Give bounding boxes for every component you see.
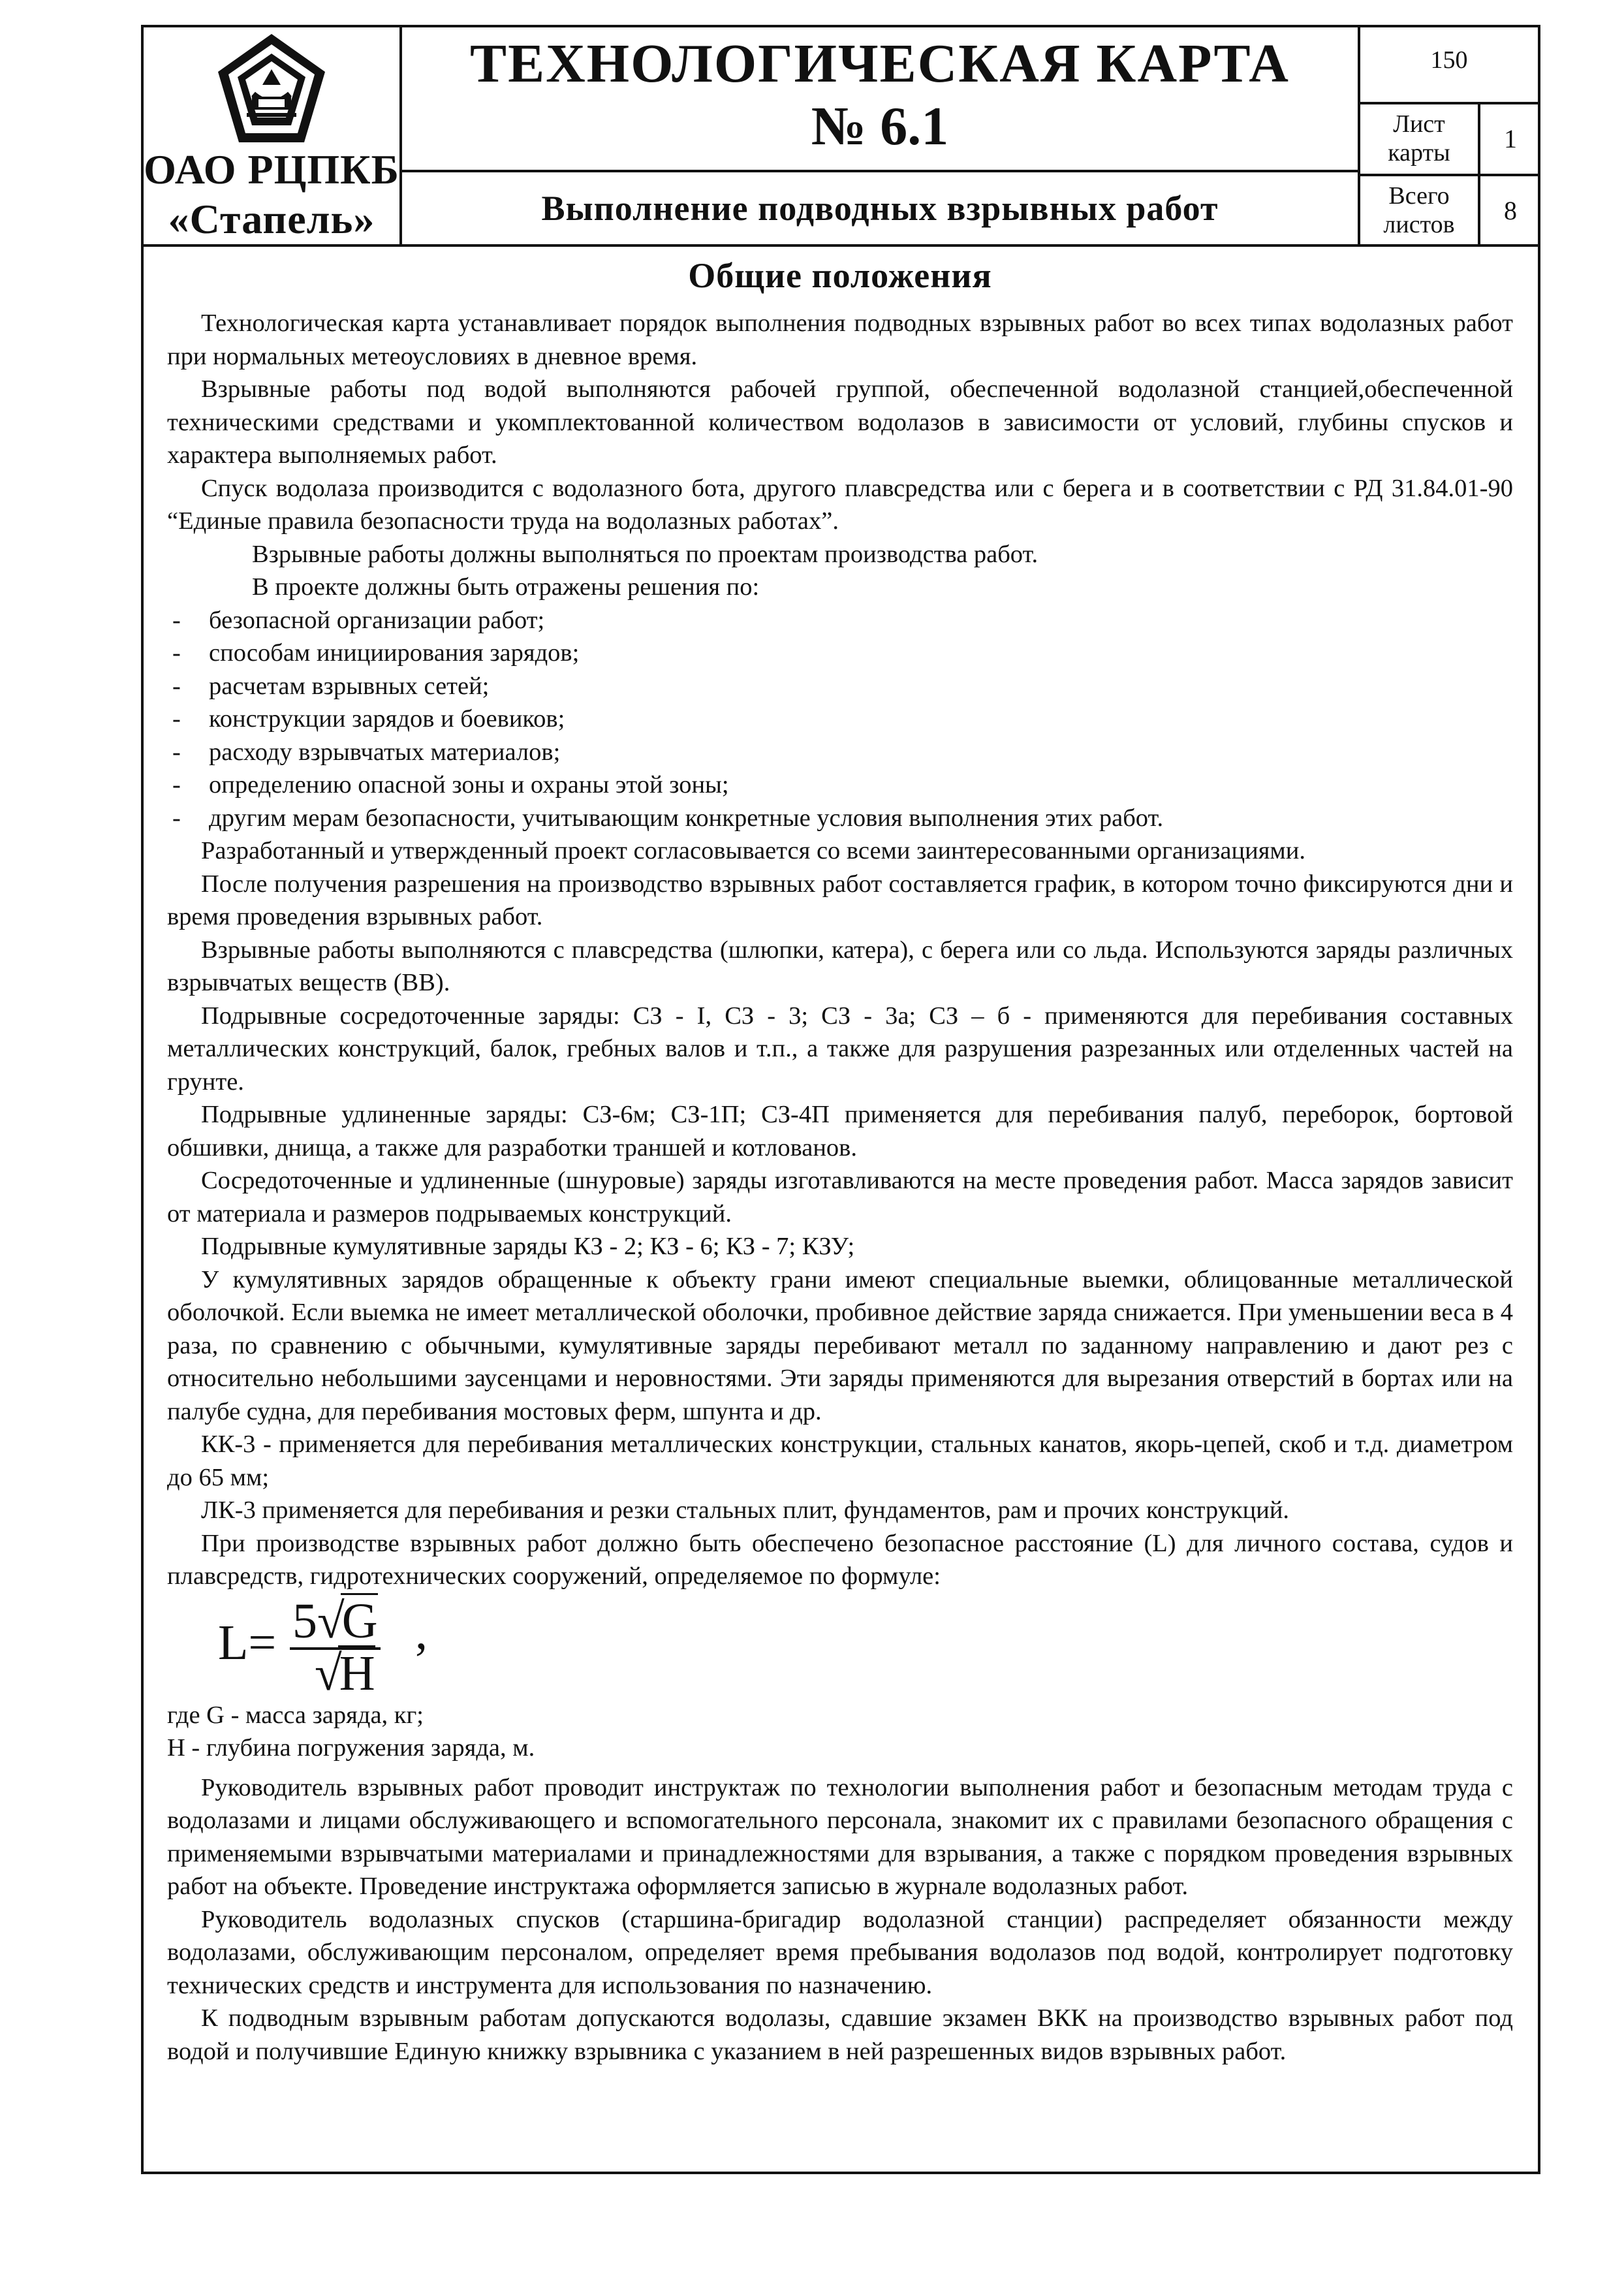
paragraph: ЛК-3 применяется для перебивания и резки стальных плит, фундаментов, рам и прочих конструкций.: [201, 1496, 1290, 1524]
card-subtitle: Выполнение подводных взрывных работ: [541, 189, 1219, 228]
org-name-line-1: ОАО РЦПКБ: [144, 146, 399, 193]
formula-legend-line: где G - масса заряда, кг;: [167, 1701, 424, 1729]
formula-denominator: [315, 1645, 375, 1700]
formula-comma: ,: [415, 1604, 428, 1660]
document-body: [167, 252, 1513, 2068]
paragraph: Подрывные сосредоточенные заряды: СЗ - I, СЗ - 3; СЗ - 3а; СЗ – б - применяются для перебивания составных металлических конструкций, балок, гребных валов и т.п., а также для разрушения разрезанных или отделенных частей на грунте.: [167, 1002, 1513, 1096]
card-number: № 6.1: [811, 96, 949, 157]
formula-lhs: L=: [218, 1615, 277, 1670]
company-logo-icon: [213, 31, 330, 146]
paragraph: Сосредоточенные и удлиненные (шнуровые) заряды изготавливаются на месте проведения работ. Масса зарядов зависит от материала и размеров подрываемых конструкций.: [167, 1167, 1513, 1227]
sheet-row: [1360, 104, 1538, 176]
requirements-list: [167, 604, 1513, 835]
formula-num-coef: 5: [292, 1593, 317, 1649]
paragraph: После получения разрешения на производство взрывных работ составляется график, в котором точно фиксируются дни и время проведения взрывных работ.: [167, 870, 1513, 930]
paragraph: Взрывные работы под водой выполняются рабочей группой, обеспеченной водолазной станцией,обеспеченной техническими средствами и укомплектованной количеством водолазов в зависимости от условий, глубины спусков и характера выполняемых работ.: [167, 375, 1513, 469]
list-item: - определению опасной зоны и охраны этой зоны;: [167, 768, 1513, 802]
title-cell: [402, 27, 1360, 244]
total-label-line-2: листов: [1383, 211, 1455, 238]
paragraph: При производстве взрывных работ должно быть обеспечено безопасное расстояние (L) для личного состава, судов и плавсредств, гидротехнических сооружений, определяемое по формуле:: [167, 1529, 1513, 1590]
org-name-line-2: «Стапель»: [168, 196, 375, 242]
formula-den-radicand: H: [339, 1645, 375, 1701]
paragraph: Спуск водолаза производится с водолазного бота, другого плавсредства или с берега и в соответствии с РД 31.84.01-90 “Единые правила безопасности труда на водолазных работах”.: [167, 474, 1513, 535]
logo-cell: [144, 27, 402, 244]
section-title: Общие положения: [688, 256, 992, 295]
document-frame: [141, 25, 1540, 2174]
list-item: - расходу взрывчатых материалов;: [167, 736, 1513, 769]
list-item: - способам инициирования зарядов;: [167, 637, 1513, 670]
organization-name: [144, 145, 399, 244]
sheet-label: [1360, 104, 1480, 174]
formula-num-radicand: G: [341, 1593, 378, 1649]
paragraph: К подводным взрывным работам допускаются водолазы, сдавшие экзамен ВКК на производство взрывных работ под водой и получившие Единую книжку взрывника с указанием в ней разрешенных видов взрывных работ.: [167, 2004, 1513, 2065]
paragraph: Взрывные работы выполняются с плавсредства (шлюпки, катера), с берега или со льда. Используются заряды различных взрывчатых веществ (ВВ).: [167, 936, 1513, 996]
paragraph: У кумулятивных зарядов обращенные к объекту грани имеют специальные выемки, облицованные металлической оболочкой. Если выемка не имеет металлической оболочки, пробивное действие заряда снижается. При уменьшении веса в 4 раза, по сравнению с обычными, кумулятивные заряды перебивают металл по заданному направлению и дают рез с относительно небольшими заусенцами и неровностями. Эти заряды применяются для вырезания отверстий в бортах или на палубе судна, для перебивания мостовых ферм, шпунта и др.: [167, 1265, 1513, 1425]
list-item: - другим мерам безопасности, учитывающим конкретные условия выполнения этих работ.: [167, 802, 1513, 835]
distance-formula: [167, 1593, 1513, 1701]
paragraph: В проекте должны быть отражены решения по:: [252, 573, 760, 601]
paragraph: Разработанный и утвержденный проект согласовывается со всеми заинтересованными организациями.: [201, 837, 1305, 864]
list-item: - безопасной организации работ;: [167, 604, 1513, 637]
list-item: - расчетам взрывных сетей;: [167, 670, 1513, 703]
sheet-info: [1360, 27, 1538, 244]
formula-numerator: [290, 1593, 381, 1650]
formula-legend-line: Н - глубина погружения заряда, м.: [167, 1734, 535, 1762]
total-sheets-value: 8: [1504, 196, 1517, 225]
sheet-label-line-1: Лист: [1393, 110, 1445, 138]
paragraph: Технологическая карта устанавливает порядок выполнения подводных взрывных работ во всех типах водолазных работ при нормальных метеоусловиях в дневное время.: [167, 309, 1513, 370]
radical-sign: √: [317, 1593, 345, 1649]
card-title: [402, 27, 1358, 172]
page-number: 150: [1360, 27, 1538, 104]
sheet-label-line-2: карты: [1388, 139, 1450, 166]
title-block: [144, 27, 1538, 247]
paragraph: Подрывные кумулятивные заряды КЗ - 2; КЗ - 6; КЗ - 7; КЗУ;: [201, 1233, 855, 1260]
paragraph: Подрывные удлиненные заряды: СЗ-6м; СЗ-1П; СЗ-4П применяется для перебивания палуб, переборок, бортовой обшивки, днища, а также для разработки траншей и котлованов.: [167, 1101, 1513, 1162]
radical-sign: √: [315, 1645, 342, 1701]
total-sheets-label: [1360, 176, 1480, 245]
paragraph: Руководитель водолазных спусков (старшина-бригадир водолазной станции) распределяет обязанности между водолазами, обслуживающим персоналом, определяет время пребывания водолазов под водой, контролирует подготовку технических средств и инструмента для использования по назначению.: [167, 1905, 1513, 1999]
paragraph: Взрывные работы должны выполняться по проектам производства работ.: [252, 540, 1038, 568]
paragraph: Руководитель взрывных работ проводит инструктаж по технологии выполнения работ и безопасным методам труда с водолазами и лицами обслуживающего и вспомогательного персонала, знакомит их с правилами безопасного обращения с применяемыми взрывчатыми материалами и принадлежностями для взрывания, а также с порядком проведения взрывных работ на объекте. Проведение инструктажа оформляется записью в журнале водолазных работ.: [167, 1773, 1513, 1900]
total-label-line-1: Всего: [1388, 182, 1450, 210]
list-item: - конструкции зарядов и боевиков;: [167, 703, 1513, 736]
sheet-value: 1: [1504, 124, 1517, 153]
card-title-line-1: ТЕХНОЛОГИЧЕСКАЯ КАРТА: [470, 33, 1290, 94]
paragraph: КК-3 - применяется для перебивания металлических конструкции, стальных канатов, якорь-цепей, скоб и т.д. диаметром до 65 мм;: [167, 1431, 1513, 1491]
total-sheets-row: [1360, 176, 1538, 245]
